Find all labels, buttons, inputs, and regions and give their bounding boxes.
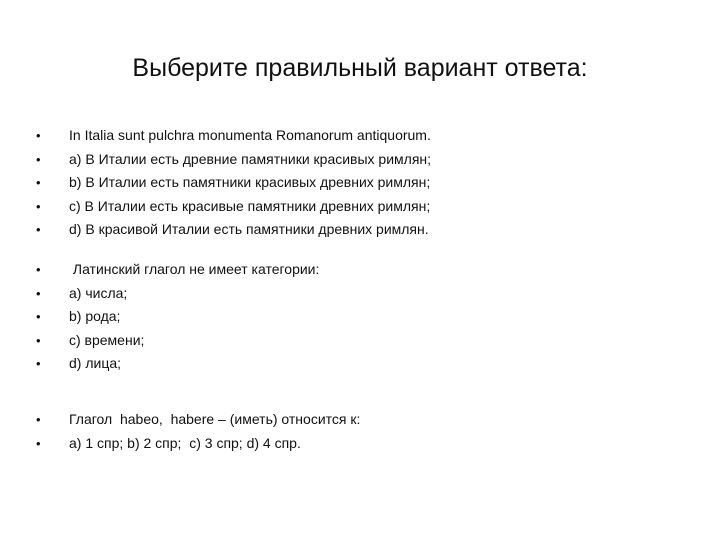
option-text: c) времени; <box>69 331 145 348</box>
bullet-icon: • <box>36 332 41 348</box>
option-text: d) В красивой Италии есть памятники древних римлян. <box>69 221 429 237</box>
bullet-icon: • <box>36 175 41 190</box>
question-1-latin-sentence: In Italia sunt pulchra monumenta Romanorum antiquorum. <box>69 127 431 143</box>
bullet-icon: • <box>36 435 41 451</box>
option-text: a) числа; <box>69 284 128 301</box>
option-text: d) лица; <box>69 355 122 371</box>
bullet-icon: • <box>36 198 41 214</box>
bullet-icon: • <box>36 128 41 143</box>
question-2-text: Латинский глагол не имеет категории: <box>69 261 320 277</box>
option-text: c) В Италии есть красивые памятники древних римлян; <box>69 197 431 214</box>
options-text: a) 1 спр; b) 2 спр; c) 3 спр; d) 4 спр. <box>69 434 301 451</box>
option-text: b) рода; <box>69 308 121 324</box>
bullet-icon: • <box>36 151 41 167</box>
bullet-icon: • <box>36 262 41 277</box>
bullet-icon: • <box>36 309 41 324</box>
bullet-icon: • <box>36 412 41 427</box>
option-text: a) В Италии есть древние памятники красивых римлян; <box>69 150 432 167</box>
question-3-text: Глагол habeo, habere – (иметь) относится к: <box>69 411 361 427</box>
option-text: b) В Италии есть памятники красивых древних римлян; <box>69 174 431 190</box>
bullet-icon: • <box>36 356 41 371</box>
bullet-icon: • <box>36 222 41 237</box>
bullet-icon: • <box>36 285 41 301</box>
slide-title: Выберите правильный вариант ответа: <box>132 54 588 82</box>
